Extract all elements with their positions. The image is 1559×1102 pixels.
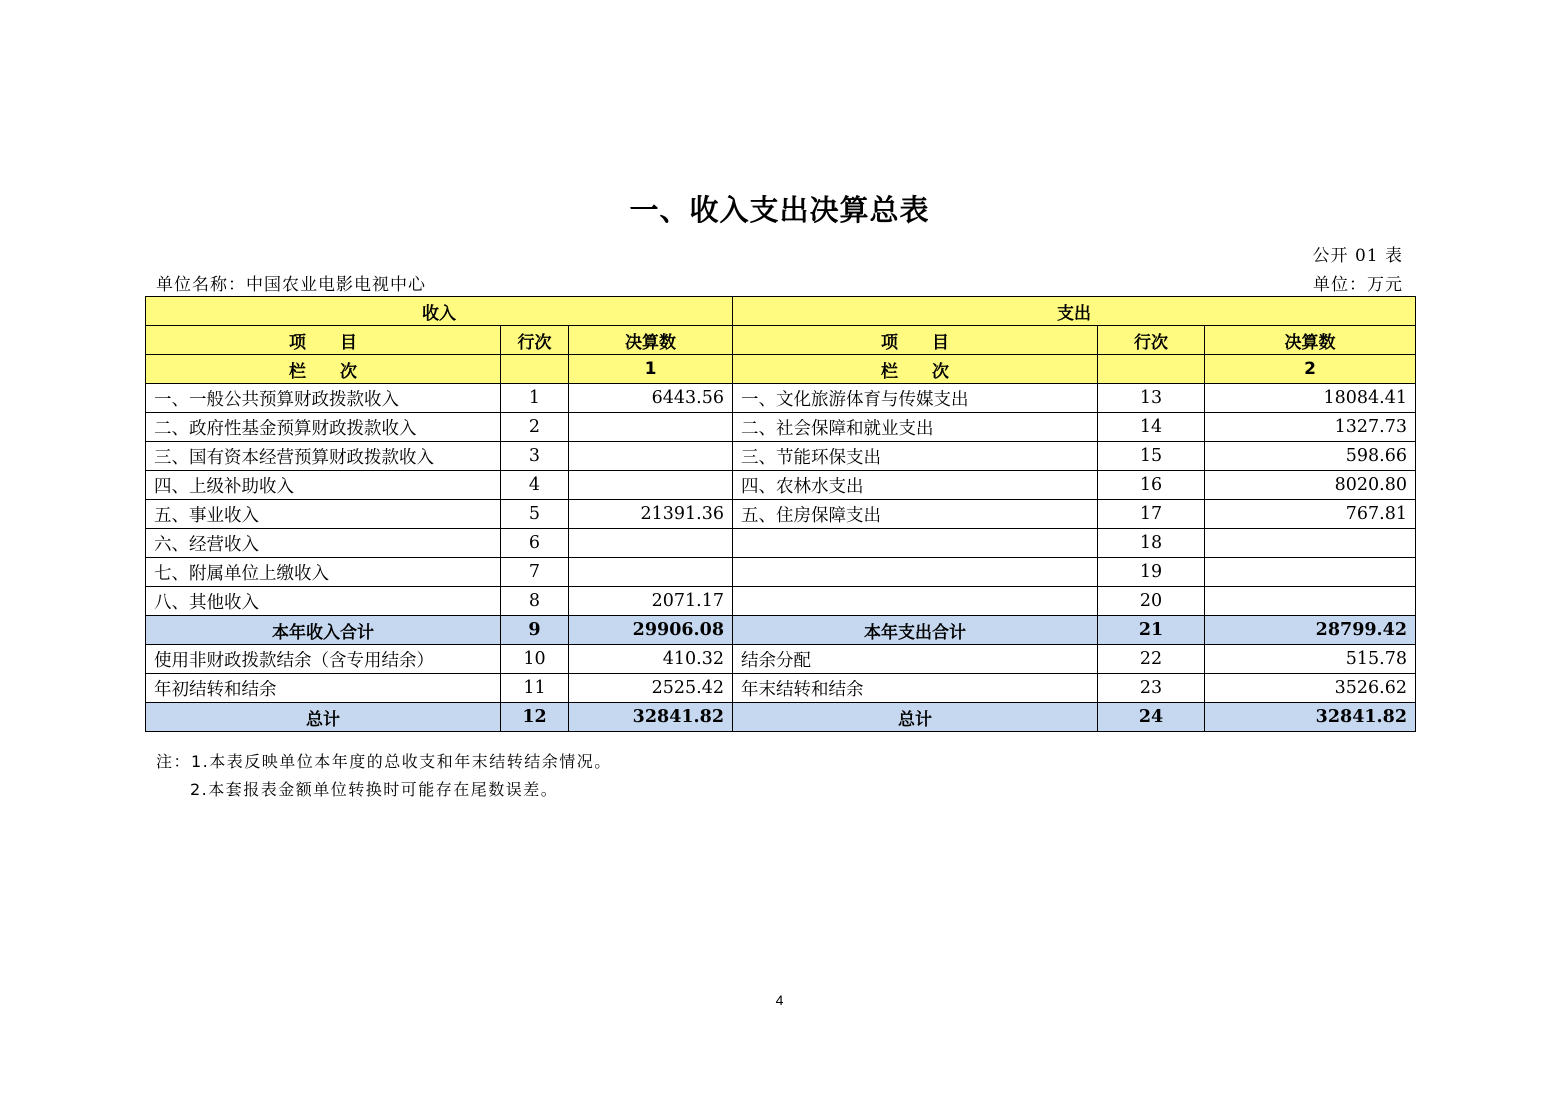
- income-item-name: 四、上级补助收入: [146, 471, 501, 500]
- expense-item-name: 结余分配: [733, 645, 1098, 674]
- income-item-name: 八、其他收入: [146, 587, 501, 616]
- expense-section-header: 支出: [733, 297, 1416, 326]
- table-row: [146, 384, 1416, 413]
- expense-row-no: 22: [1098, 645, 1205, 674]
- expense-item-name: [733, 558, 1098, 587]
- income-amount: [569, 413, 733, 442]
- income-row-no: 9: [501, 616, 569, 645]
- expense-column-label: 栏 次: [733, 355, 1098, 384]
- expense-item-name: [733, 587, 1098, 616]
- income-amount-header: 决算数: [569, 326, 733, 355]
- expense-item-name: 本年支出合计: [733, 616, 1098, 645]
- expense-item-name: 四、农林水支出: [733, 471, 1098, 500]
- table-row: [146, 500, 1416, 529]
- expense-item-name: 三、节能环保支出: [733, 442, 1098, 471]
- expense-row-no: 14: [1098, 413, 1205, 442]
- income-item-name: 本年收入合计: [146, 616, 501, 645]
- income-row-no: 1: [501, 384, 569, 413]
- income-amount: [569, 529, 733, 558]
- expense-row-no: 21: [1098, 616, 1205, 645]
- income-item-name: 一、一般公共预算财政拨款收入: [146, 384, 501, 413]
- expense-amount-header: 决算数: [1205, 326, 1416, 355]
- income-amount: 29906.08: [569, 616, 733, 645]
- income-row-no: 8: [501, 587, 569, 616]
- expense-column-blank: [1098, 355, 1205, 384]
- income-item-name: 三、国有资本经营预算财政拨款收入: [146, 442, 501, 471]
- income-item-name: 年初结转和结余: [146, 674, 501, 703]
- income-column-index: 1: [569, 355, 733, 384]
- income-amount: 6443.56: [569, 384, 733, 413]
- income-column-blank: [501, 355, 569, 384]
- table-row: [146, 442, 1416, 471]
- page-number: 4: [775, 992, 784, 1008]
- expense-row-no-header: 行次: [1098, 326, 1205, 355]
- expense-row-no: 16: [1098, 471, 1205, 500]
- expense-row-no: 18: [1098, 529, 1205, 558]
- expense-item-name: 总计: [733, 703, 1098, 732]
- expense-amount: 1327.73: [1205, 413, 1416, 442]
- income-section-header: 收入: [146, 297, 733, 326]
- header-row-column-index: [146, 355, 1416, 384]
- expense-item-name: 年末结转和结余: [733, 674, 1098, 703]
- expense-amount: 28799.42: [1205, 616, 1416, 645]
- currency-unit: 单位：万元: [1313, 275, 1403, 295]
- income-item-name: 六、经营收入: [146, 529, 501, 558]
- expense-column-index: 2: [1205, 355, 1416, 384]
- income-amount: 2071.17: [569, 587, 733, 616]
- expense-amount: 767.81: [1205, 500, 1416, 529]
- expense-amount: [1205, 587, 1416, 616]
- expense-item-name: 五、住房保障支出: [733, 500, 1098, 529]
- header-row-columns: [146, 326, 1416, 355]
- income-row-no: 5: [501, 500, 569, 529]
- income-row-no-header: 行次: [501, 326, 569, 355]
- income-amount: 21391.36: [569, 500, 733, 529]
- income-expense-table: [145, 296, 1416, 732]
- income-item-name: 使用非财政拨款结余（含专用结余）: [146, 645, 501, 674]
- expense-amount: [1205, 529, 1416, 558]
- unit-name: 单位名称：中国农业电影电视中心: [156, 275, 426, 295]
- table-row: [146, 529, 1416, 558]
- total-row: [146, 703, 1416, 732]
- income-column-label: 栏 次: [146, 355, 501, 384]
- table-row: [146, 674, 1416, 703]
- income-amount: [569, 471, 733, 500]
- expense-item-name: [733, 529, 1098, 558]
- table-row: [146, 558, 1416, 587]
- income-row-no: 2: [501, 413, 569, 442]
- income-row-no: 10: [501, 645, 569, 674]
- expense-row-no: 19: [1098, 558, 1205, 587]
- expense-item-header: 项 目: [733, 326, 1098, 355]
- income-row-no: 4: [501, 471, 569, 500]
- header-row-sections: [146, 297, 1416, 326]
- expense-row-no: 13: [1098, 384, 1205, 413]
- expense-amount: [1205, 558, 1416, 587]
- income-row-no: 11: [501, 674, 569, 703]
- expense-row-no: 17: [1098, 500, 1205, 529]
- expense-item-name: 二、社会保障和就业支出: [733, 413, 1098, 442]
- income-row-no: 3: [501, 442, 569, 471]
- income-item-name: 二、政府性基金预算财政拨款收入: [146, 413, 501, 442]
- income-amount: 410.32: [569, 645, 733, 674]
- income-amount: 2525.42: [569, 674, 733, 703]
- income-item-header: 项 目: [146, 326, 501, 355]
- expense-row-no: 24: [1098, 703, 1205, 732]
- note-2: 2.本套报表金额单位转换时可能存在尾数误差。: [190, 780, 559, 799]
- income-amount: [569, 558, 733, 587]
- income-item-name: 七、附属单位上缴收入: [146, 558, 501, 587]
- income-item-name: 总计: [146, 703, 501, 732]
- expense-amount: 18084.41: [1205, 384, 1416, 413]
- note-1: 注：1.本表反映单位本年度的总收支和年末结转结余情况。: [156, 752, 612, 771]
- expense-amount: 515.78: [1205, 645, 1416, 674]
- form-number: 公开 01 表: [1312, 246, 1403, 266]
- income-row-no: 12: [501, 703, 569, 732]
- income-amount: 32841.82: [569, 703, 733, 732]
- page-title: 一、收入支出决算总表: [629, 193, 930, 227]
- expense-row-no: 15: [1098, 442, 1205, 471]
- table-row: [146, 413, 1416, 442]
- subtotal-row: [146, 616, 1416, 645]
- expense-item-name: 一、文化旅游体育与传媒支出: [733, 384, 1098, 413]
- income-row-no: 6: [501, 529, 569, 558]
- table-row: [146, 645, 1416, 674]
- table-row: [146, 471, 1416, 500]
- expense-amount: 3526.62: [1205, 674, 1416, 703]
- table-row: [146, 587, 1416, 616]
- income-row-no: 7: [501, 558, 569, 587]
- income-item-name: 五、事业收入: [146, 500, 501, 529]
- expense-row-no: 20: [1098, 587, 1205, 616]
- expense-amount: 32841.82: [1205, 703, 1416, 732]
- expense-row-no: 23: [1098, 674, 1205, 703]
- expense-amount: 598.66: [1205, 442, 1416, 471]
- expense-amount: 8020.80: [1205, 471, 1416, 500]
- income-amount: [569, 442, 733, 471]
